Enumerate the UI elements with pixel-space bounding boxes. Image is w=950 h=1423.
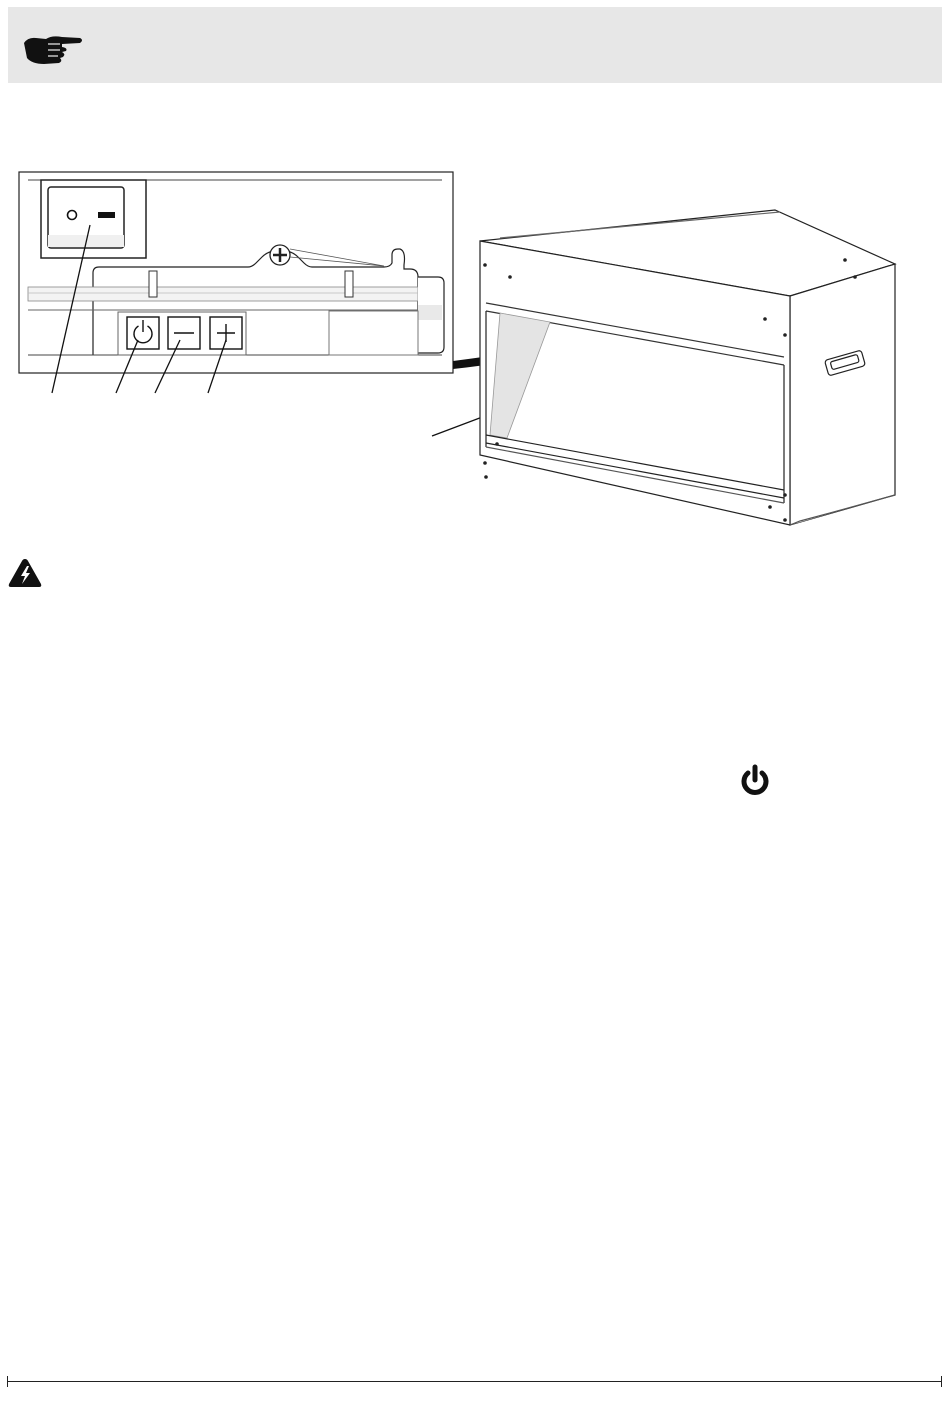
- electrical-hazard-icon: [8, 557, 42, 589]
- rocker-switch: [41, 180, 146, 258]
- control-panel-detail: [19, 172, 453, 373]
- control-panel-and-unit-diagram: [0, 165, 950, 545]
- power-icon: [738, 764, 772, 798]
- panel-power-button: [127, 317, 159, 349]
- fireplace-unit: [480, 210, 895, 525]
- footer-rule: [7, 1381, 942, 1382]
- note-bar: [8, 7, 942, 83]
- pointing-hand-icon: [22, 31, 84, 71]
- panel-plus-button: [210, 317, 242, 349]
- panel-minus-button: [168, 317, 200, 349]
- footer-tick-left: [7, 1376, 8, 1387]
- footer-tick-right: [941, 1376, 942, 1387]
